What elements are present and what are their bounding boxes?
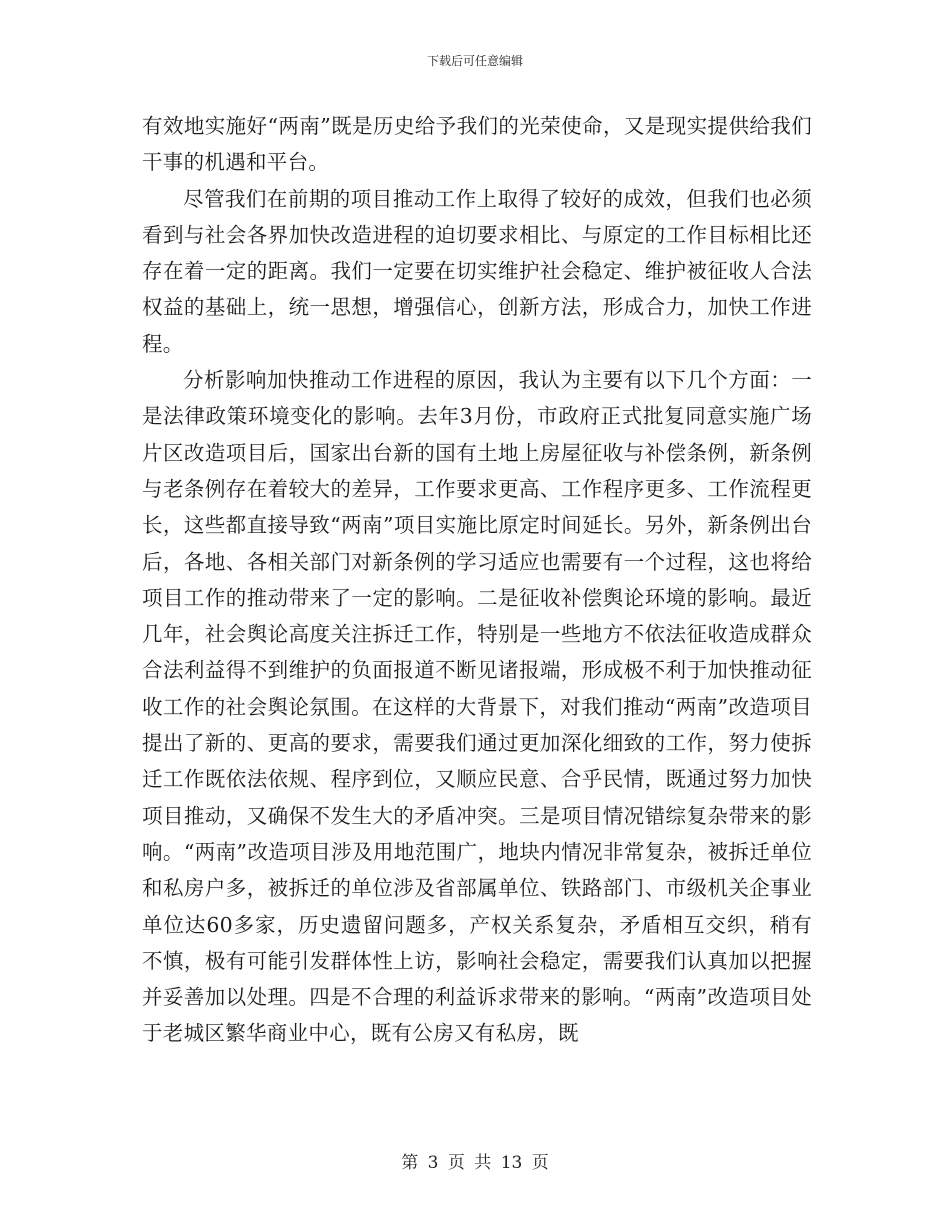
paragraph: 有效地实施好“两南”既是历史给予我们的光荣使命，又是现实提供给我们干事的机遇和平台。 xyxy=(142,114,812,175)
document-body xyxy=(142,108,812,1052)
paragraph: 分析影响加快推动工作进程的原因，我认为主要有以下几个方面：一是法律政策环境变化的影响。去年3月份，市政府正式批复同意实施广场片区改造项目后，国家出台新的国有土地上房屋征收与补偿条例，新条例与老条例存在着较大的差异，工作要求更高、工作程序更多、工作流程更长，这些都直接导致“两南”项目实施比原定时间延长。另外，新条例出台后，各地、各相关部门对新条例的学习适应也需要有一个过程，这也将给项目工作的推动带来了一定的影响。二是征收补偿舆论环境的影响。最近几年，社会舆论高度关注拆迁工作，特别是一些地方不依法征收造成群众合法利益得不到维护的负面报道不断见诸报端，形成极不利于加快推动征收工作的社会舆论氛围。在这样的大背景下，对我们推动“两南”改造项目提出了新的、更高的要求，需要我们通过更加深化细致的工作，努力使拆迁工作既依法依规、程序到位，又顺应民意、合乎民情，既通过努力加快项目推动，又确保不发生大的矛盾冲突。三是项目情况错综复杂带来的影响。“两南”改造项目涉及用地范围广，地块内情况非常复杂，被拆迁单位和私房户多，被拆迁的单位涉及省部属单位、铁路部门、市级机关企事业单位达60多家，历史遗留问题多，产权关系复杂，矛盾相互交织，稍有不慎，极有可能引发群体性上访，影响社会稳定，需要我们认真加以把握并妥善加以处理。四是不合理的利益诉求带来的影响。“两南”改造项目处于老城区繁华商业中心，既有公房又有私房，既 xyxy=(142,368,812,1046)
page-footer: 第 3 页 共 13 页 xyxy=(401,1153,549,1173)
paragraph: 尽管我们在前期的项目推动工作上取得了较好的成效，但我们也必须看到与社会各界加快改造进程的迫切要求相比、与原定的工作目标相比还存在着一定的距离。我们一定要在切实维护社会稳定、维护被征收人合法权益的基础上，统一思想，增强信心，创新方法，形成合力，加快工作进程。 xyxy=(142,186,812,356)
page-header: 下载后可任意编辑 xyxy=(426,54,523,68)
